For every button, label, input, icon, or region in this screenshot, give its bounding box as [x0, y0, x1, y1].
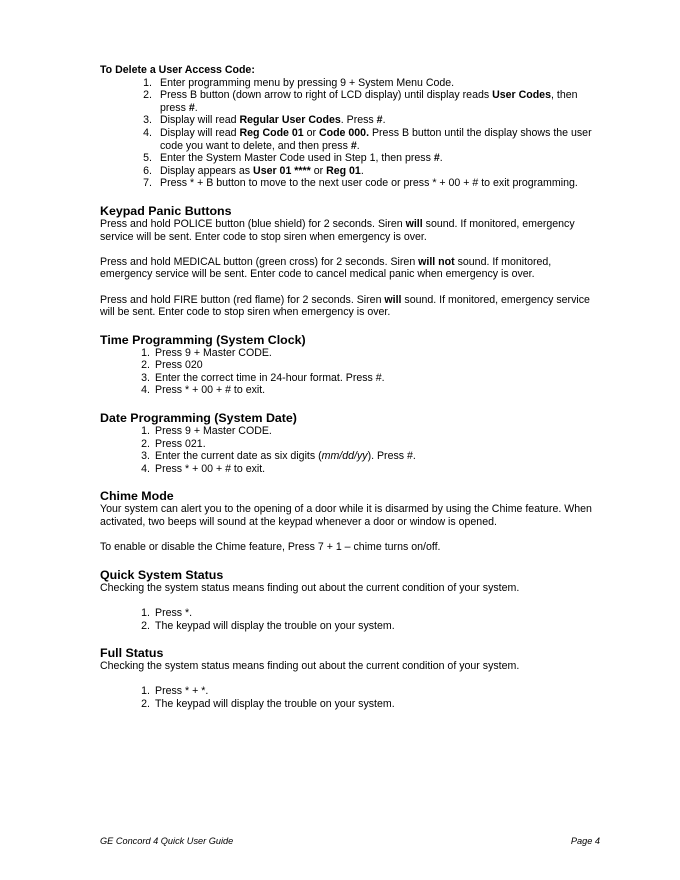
- list-item: 3. Enter the correct time in 24-hour format. Press #.: [141, 371, 385, 384]
- quick-status-steps-list: [100, 607, 600, 632]
- list-item: 4. Display will read Reg Code 01 or Code 000. Press B button until the display shows the user code you want to delete, and then press #.: [143, 126, 592, 152]
- list-item: 5. Enter the System Master Code used in Step 1, then press #.: [143, 152, 443, 165]
- list-item: 2. The keypad will display the trouble on your system.: [141, 697, 395, 710]
- medical-panic-paragraph: Press and hold MEDICAL button (green cross) for 2 seconds. Siren will not sound. If monitored, emergency service will be sent. Enter code to cancel medical panic when emergency is over.: [100, 255, 552, 281]
- list-item: 1. Press 9 + Master CODE.: [141, 346, 272, 359]
- full-status-steps-list: [100, 685, 600, 710]
- chime-description: Your system can alert you to the opening of a door while it is disarmed by using the Chime feature. When activated, two beeps will sound at the keypad whenever a door or window is opened.: [100, 503, 592, 529]
- footer-page-number: Page 4: [570, 836, 600, 846]
- panic-buttons-heading: Keypad Panic Buttons: [100, 203, 232, 218]
- list-item: 1. Enter programming menu by pressing 9 + System Menu Code.: [143, 76, 455, 89]
- quick-status-heading: Quick System Status: [100, 567, 224, 582]
- page-footer: [100, 835, 600, 848]
- full-status-description: Checking the system status means finding out about the current condition of your system.: [100, 660, 520, 673]
- list-item: 4. Press * + 00 + # to exit.: [141, 384, 266, 397]
- full-status-heading: Full Status: [100, 646, 164, 661]
- date-steps-list: [100, 425, 600, 475]
- footer-document-title: GE Concord 4 Quick User Guide: [100, 836, 234, 846]
- list-item: 6. Display appears as User 01 **** or Reg 01.: [143, 164, 364, 177]
- list-item: 7. Press * + B button to move to the next user code or press * + 00 + # to exit programming.: [143, 177, 578, 190]
- delete-user-code-heading: To Delete a User Access Code:: [100, 64, 255, 76]
- date-programming-heading: Date Programming (System Date): [100, 411, 297, 426]
- chime-mode-heading: Chime Mode: [100, 489, 174, 504]
- list-item: 1. Press *.: [141, 607, 193, 619]
- list-item: 2. The keypad will display the trouble on your system.: [141, 619, 395, 632]
- fire-panic-paragraph: Press and hold FIRE button (red flame) for 2 seconds. Siren will sound. If monitored, emergency service will be sent. Enter code to stop siren when emergency is over.: [100, 293, 590, 319]
- list-item: 1. Press * + *.: [141, 685, 209, 698]
- list-item: 1. Press 9 + Master CODE.: [141, 425, 272, 438]
- time-steps-list: [100, 347, 600, 397]
- delete-steps-list: [100, 77, 600, 190]
- list-item: 3. Display will read Regular User Codes. Press #.: [143, 114, 386, 127]
- list-item: 4. Press * + 00 + # to exit.: [141, 462, 266, 475]
- police-panic-paragraph: Press and hold POLICE button (blue shield) for 2 seconds. Siren will sound. If monitored, emergency service will be sent. Enter code to stop siren when emergency is over.: [100, 217, 575, 243]
- quick-status-description: Checking the system status means finding out about the current condition of your system.: [100, 581, 520, 594]
- list-item: 2. Press B button (down arrow to right of LCD display) until display reads User Codes, then press #.: [143, 89, 578, 114]
- document-page: [100, 64, 600, 711]
- list-item: 3. Enter the current date as six digits (mm/dd/yy). Press #.: [141, 450, 416, 463]
- time-programming-heading: Time Programming (System Clock): [100, 332, 306, 347]
- list-item: 2. Press 021.: [141, 437, 206, 450]
- list-item: 2. Press 020: [141, 359, 203, 372]
- chime-toggle-instructions: To enable or disable the Chime feature, Press 7 + 1 – chime turns on/off.: [100, 541, 441, 554]
